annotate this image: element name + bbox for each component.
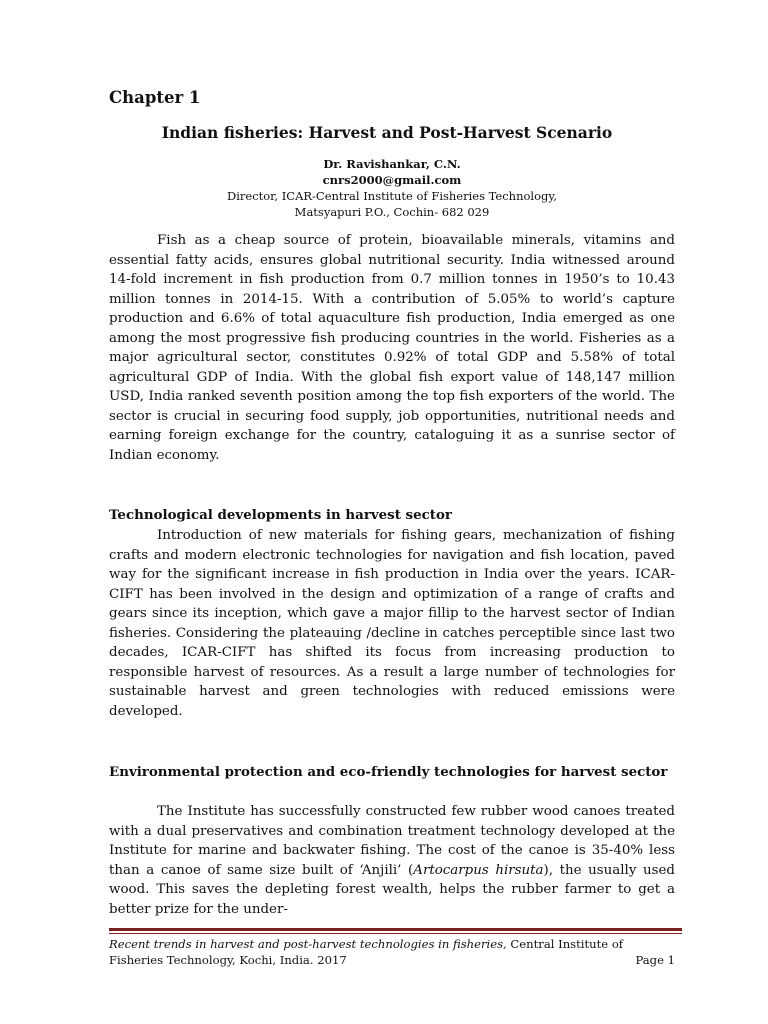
section-heading-environment: Environmental protection and eco-friendly technologies for harvest sector [109, 764, 668, 780]
section-paragraph-harvest-tech: Introduction of new materials for fishing gears, mechanization of fishing crafts and modern electronic technologies for navigation and fish location, paved way for the significant increase in fish production in India over the years. ICAR-CIFT has been involved in the design and optimization of a range of crafts and gears since its inception, which gave a major fillip to the harvest sector of Indian fisheries. Considering the plateauing /decline in catches perceptible since last two decades, ICAR-CIFT has shifted its focus from increasing production to responsible harvest of resources. As a result a large number of technologies for sustainable harvest and green technologies with reduced emissions were developed. [109, 528, 675, 719]
paragraph-text: ), the usually used wood. This saves the depleting forest wealth, helps the rubber farmer to get a better prize for the under- [109, 862, 675, 917]
section-heading-harvest-tech: Technological developments in harvest sector [109, 507, 452, 523]
author-address: Matsyapuri P.O., Cochin- 682 029 [294, 205, 490, 219]
footer-book-title: Recent trends in harvest and post-harvest technologies in fisheries, [109, 937, 507, 951]
page-number: Page 1 [635, 953, 675, 967]
footer-publisher: Central Institute of Fisheries Technology, Kochi, India. 2017 [109, 937, 624, 967]
author-block [109, 156, 675, 220]
footer-rule [109, 928, 682, 931]
page-footer [109, 936, 675, 968]
footer-rule-thin [109, 933, 682, 934]
author-affiliation: Director, ICAR-Central Institute of Fisheries Technology, [227, 189, 557, 203]
author-name: Dr. Ravishankar, C.N. [323, 157, 461, 171]
paragraph-text: The Institute has successfully constructed few rubber wood canoes treated with a dual preservatives and combination treatment technology developed at the Institute for marine and backwater fishing. The cost of the canoe is 35-40% less than a canoe of same size built of ‘Anjili’ ( [109, 804, 675, 878]
chapter-label: Chapter 1 [109, 88, 201, 107]
author-email[interactable]: cnrs2000@gmail.com [322, 173, 462, 187]
scientific-name: Artocarpus hirsuta [413, 862, 544, 878]
section-paragraph-environment [109, 802, 675, 919]
document-title: Indian fisheries: Harvest and Post-Harvest Scenario [161, 123, 613, 142]
intro-paragraph: Fish as a cheap source of protein, bioavailable minerals, vitamins and essential fatty acids, ensures global nutritional security. India witnessed around 14-fold increment in fish production from 0.7 million tonnes in 1950’s to 10.43 million tonnes in 2014-15. With a contribution of 5.05% to world’s capture production and 6.6% of total aquaculture fish production, India emerged as one among the most progressive fish producing countries in the world. Fisheries as a major agricultural sector, constitutes 0.92% of total GDP and 5.58% of total agricultural GDP of India. With the global fish export value of 148,147 million USD, India ranked seventh position among the top fish exporters of the world. The sector is crucial in securing food supply, job opportunities, nutritional needs and earning foreign exchange for the country, cataloguing it as a sunrise sector of Indian economy. [109, 233, 675, 463]
